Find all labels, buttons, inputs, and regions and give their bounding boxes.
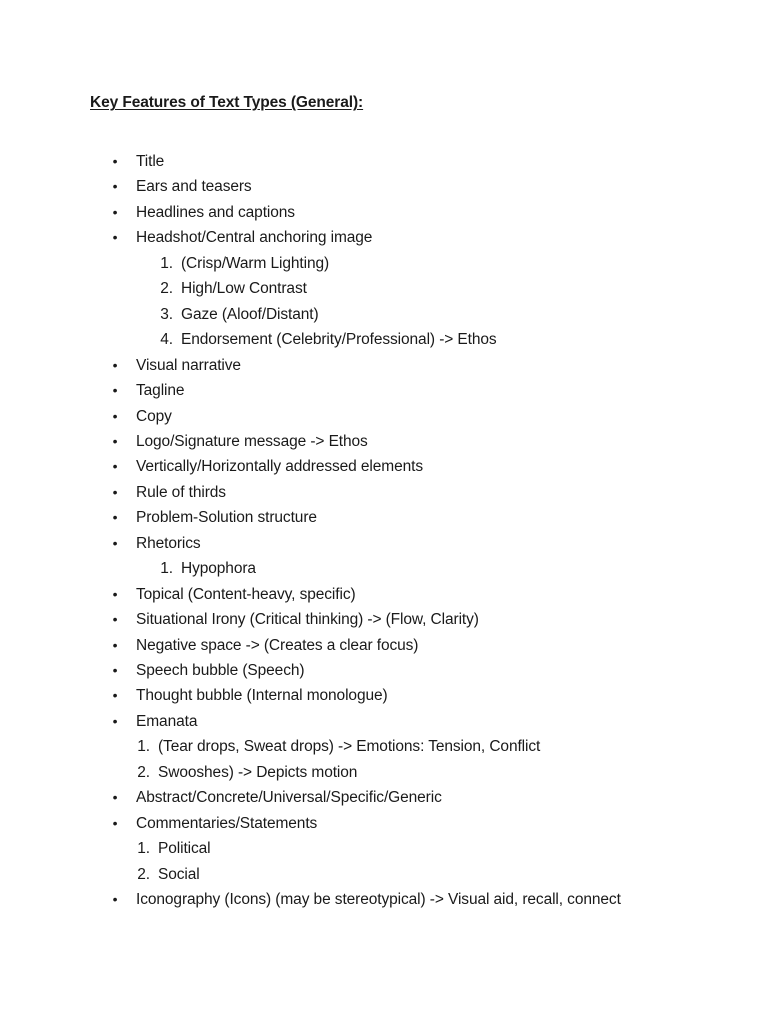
list-item-text: Rule of thirds [136,483,226,501]
bullet-marker: • [112,712,118,729]
list-item-text: Swooshes) -> Depicts motion [158,763,358,781]
list-item-text: Gaze (Aloof/Distant) [181,305,319,323]
list-item-text: Rhetorics [136,534,201,552]
bullet-marker: • [112,891,118,908]
list-item-text: Hypophora [181,560,256,578]
list-item-text: Situational Irony (Critical thinking) -> (Flow, Clarity) [136,611,479,629]
page-title: Key Features of Text Types (General): [90,94,364,111]
list-item [0,785,768,810]
list-item-text: Headlines and captions [136,203,295,221]
list-item-text: Headshot/Central anchoring image [136,229,373,247]
list-item-text: (Crisp/Warm Lighting) [181,254,330,272]
list-item-text: Vertically/Horizontally addressed elements [136,458,423,476]
list-item-text: (Tear drops, Sweat drops) -> Emotions: Tension, Conflict [158,738,541,756]
number-marker: 3. [160,305,173,323]
list-item [0,633,768,658]
list-item-text: Endorsement (Celebrity/Professional) -> Ethos [181,331,497,349]
list-item-text: Problem-Solution structure [136,509,317,527]
list-item [0,582,768,607]
bullet-marker: • [112,636,118,653]
numbered-subitem [0,276,768,301]
number-marker: 2. [160,280,173,298]
bullet-marker: • [112,458,118,475]
list-item-text: Title [136,153,165,170]
list-item [0,200,768,225]
number-marker: 1. [137,738,150,756]
list-item [0,404,768,429]
bullet-marker: • [112,611,118,628]
bullet-marker: • [112,687,118,704]
number-marker: 1. [137,840,150,858]
numbered-subitem [0,760,768,785]
list-item [0,454,768,479]
list-item-text: Social [158,865,200,883]
numbered-subitem [0,251,768,276]
numbered-subitem [0,302,768,327]
list-item-text: Copy [136,407,172,425]
list-item [0,225,768,250]
list-item-text: Iconography (Icons) (may be stereotypical) -> Visual aid, recall, connect [136,891,621,909]
list-item-text: Political [158,840,211,858]
list-item-text: Logo/Signature message -> Ethos [136,432,368,450]
list-item-text: Speech bubble (Speech) [136,662,305,679]
number-marker: 2. [137,865,150,883]
bullet-marker: • [112,789,118,806]
list-item-text: Tagline [136,382,185,400]
bullet-marker: • [112,814,118,831]
bullet-marker: • [112,432,118,449]
number-marker: 1. [160,254,173,272]
number-marker: 4. [160,331,173,349]
list-item-text: High/Low Contrast [181,280,307,298]
bullet-marker: • [112,483,118,500]
bullet-marker: • [112,382,118,399]
list-item [0,683,768,708]
list-item [0,174,768,199]
bullet-marker: • [112,534,118,551]
list-item-text: Negative space -> (Creates a clear focus) [136,636,419,654]
list-item [0,607,768,632]
list-item-text: Emanata [136,712,198,730]
bullet-marker: • [112,203,118,220]
list-item-text: Topical (Content-heavy, specific) [136,585,356,603]
numbered-subitem [0,862,768,887]
list-item [0,429,768,454]
bullet-marker: • [112,229,118,246]
bullet-marker: • [112,662,118,678]
numbered-subitem [0,836,768,861]
list-item [0,505,768,530]
number-marker: 1. [160,560,173,578]
list-item-text: Visual narrative [136,356,241,374]
bullet-marker: • [112,153,118,169]
list-item-text: Commentaries/Statements [136,814,318,832]
list-item [0,378,768,403]
list-item [0,353,768,378]
number-marker: 2. [137,763,150,781]
numbered-subitem [0,556,768,581]
list-item [0,709,768,734]
bullet-marker: • [112,585,118,602]
list-item-text: Abstract/Concrete/Universal/Specific/Generic [136,789,442,807]
list-item [0,480,768,505]
bullet-marker: • [112,509,118,526]
list-item-text: Ears and teasers [136,178,252,196]
list-item [0,149,768,174]
bullet-marker: • [112,356,118,373]
list-item-text: Thought bubble (Internal monologue) [136,687,388,705]
list-item [0,531,768,556]
list-item [0,658,768,683]
numbered-subitem [0,734,768,759]
numbered-subitem [0,327,768,352]
bullet-marker: • [112,407,118,424]
list-item [0,811,768,836]
list-item [0,887,768,912]
bullet-marker: • [112,178,118,195]
